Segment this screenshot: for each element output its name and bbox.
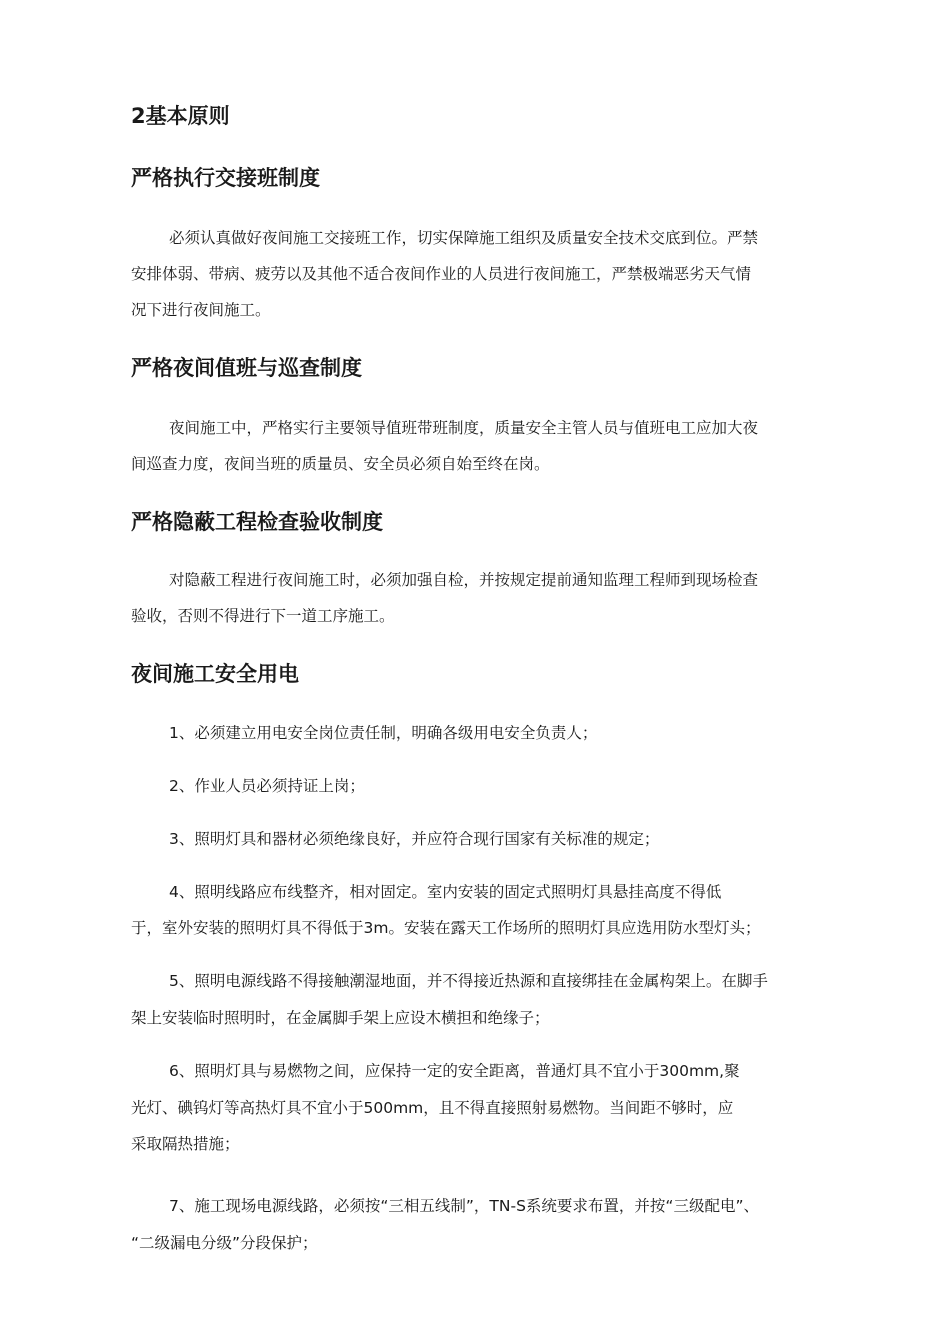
list-item: 4、照明线路应布线整齐，相对固定。室内安装的固定式照明灯具悬挂高度不得低 (169, 883, 722, 901)
list-item: 7、施工现场电源线路，必须按“三相五线制”，TN-S系统要求布置，并按“三级配电”、 (169, 1197, 759, 1215)
section-title: 2基本原则 (131, 104, 230, 128)
list-item-continuation: 于，室外安装的照明灯具不得低于3m。安装在露天工作场所的照明灯具应选用防水型灯头； (131, 919, 761, 937)
paragraph-line: 夜间施工中，严格实行主要领导值班带班制度，质量安全主管人员与值班电工应加大夜 (169, 419, 759, 437)
list-item-continuation: 采取隔热措施； (131, 1135, 240, 1153)
heading-shift-handover: 严格执行交接班制度 (131, 166, 320, 190)
paragraph-line: 间巡查力度，夜间当班的质量员、安全员必须自始至终在岗。 (131, 455, 550, 473)
list-item-continuation: “二级漏电分级”分段保护； (131, 1234, 318, 1252)
list-item: 5、照明电源线路不得接触潮湿地面，并不得接近热源和直接绑挂在金属构架上。在脚手 (169, 972, 768, 990)
paragraph-line: 必须认真做好夜间施工交接班工作，切实保障施工组织及质量安全技术交底到位。严禁 (169, 229, 759, 247)
heading-concealed-works: 严格隐蔽工程检查验收制度 (131, 510, 383, 534)
paragraph-line: 安排体弱、带病、疲劳以及其他不适合夜间作业的人员进行夜间施工，严禁极端恶劣天气情 (131, 265, 752, 283)
list-item: 1、必须建立用电安全岗位责任制，明确各级用电安全负责人； (169, 724, 598, 742)
list-item: 2、作业人员必须持证上岗； (169, 777, 365, 795)
heading-electrical-safety: 夜间施工安全用电 (131, 662, 299, 686)
paragraph-line: 况下进行夜间施工。 (131, 301, 271, 319)
paragraph-line: 验收，否则不得进行下一道工序施工。 (131, 607, 395, 625)
list-item: 6、照明灯具与易燃物之间，应保持一定的安全距离，普通灯具不宜小于300mm,聚 (169, 1062, 740, 1080)
heading-night-duty: 严格夜间值班与巡查制度 (131, 356, 362, 380)
list-item-continuation: 光灯、碘钨灯等高热灯具不宜小于500mm，且不得直接照射易燃物。当间距不够时，应 (131, 1099, 734, 1117)
paragraph-line: 对隐蔽工程进行夜间施工时，必须加强自检，并按规定提前通知监理工程师到现场检查 (169, 571, 759, 589)
list-item-continuation: 架上安装临时照明时，在金属脚手架上应设木横担和绝缘子； (131, 1009, 550, 1027)
list-item: 3、照明灯具和器材必须绝缘良好，并应符合现行国家有关标准的规定； (169, 830, 660, 848)
